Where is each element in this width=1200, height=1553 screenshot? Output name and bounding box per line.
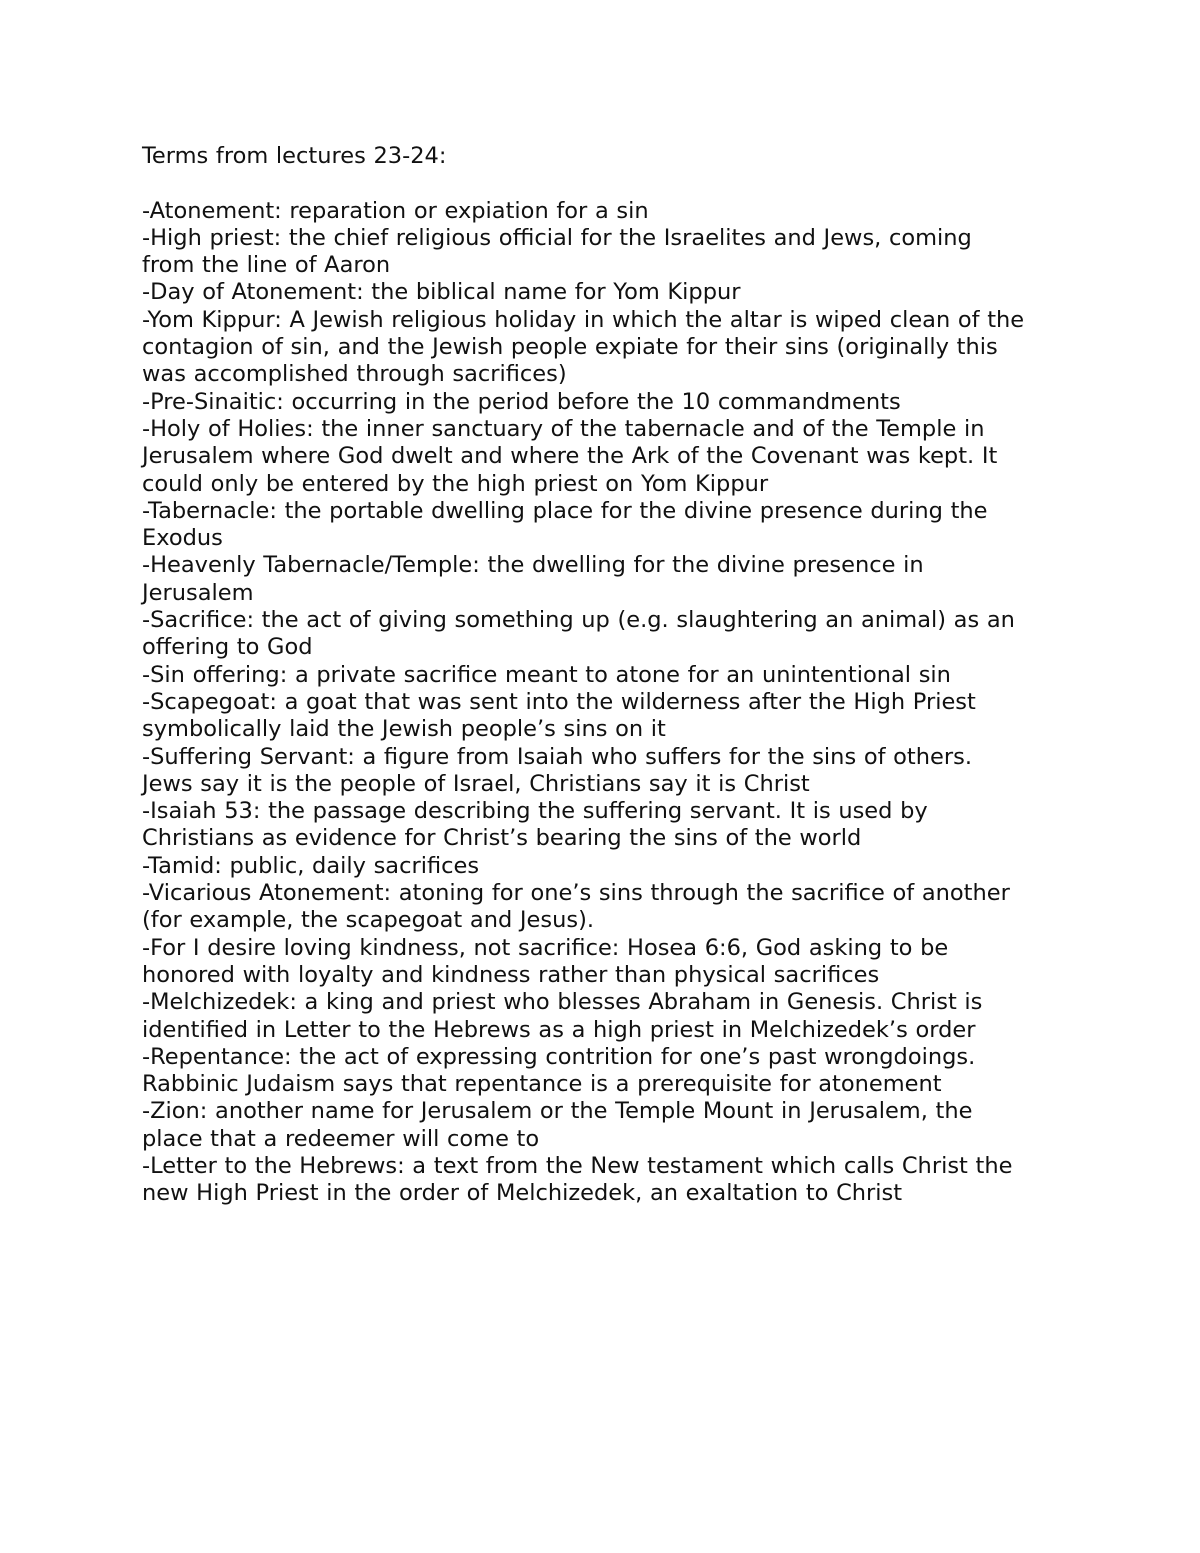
text-line: new High Priest in the order of Melchizedek, an exaltation to Christ xyxy=(142,1180,903,1207)
text-line: -Tabernacle: the portable dwelling place for the divine presence during the xyxy=(142,497,988,524)
text-line: -Zion: another name for Jerusalem or the Temple Mount in Jerusalem, the xyxy=(142,1098,973,1125)
text-line: (for example, the scapegoat and Jesus). xyxy=(142,907,595,934)
text-line: -For I desire loving kindness, not sacrifice: Hosea 6:6, God asking to be xyxy=(142,934,949,961)
text-line: from the line of Aaron xyxy=(142,252,391,279)
terms-list xyxy=(142,198,1082,1208)
text-line: was accomplished through sacrifices) xyxy=(142,361,567,388)
text-line: place that a redeemer will come to xyxy=(142,1125,540,1152)
text-line: -Suffering Servant: a figure from Isaiah who suffers for the sins of others. xyxy=(142,743,972,770)
text-line: -High priest: the chief religious official for the Israelites and Jews, coming xyxy=(142,224,972,251)
text-line: Jerusalem where God dwelt and where the Ark of the Covenant was kept. It xyxy=(142,443,998,470)
text-line: -Atonement: reparation or expiation for a sin xyxy=(142,197,649,224)
text-line: -Sacrifice: the act of giving something up (e.g. slaughtering an animal) as an xyxy=(142,607,1015,634)
text-line: Exodus xyxy=(142,525,223,552)
text-line: -Letter to the Hebrews: a text from the New testament which calls Christ the xyxy=(142,1152,1013,1179)
text-line: -Melchizedek: a king and priest who blesses Abraham in Genesis. Christ is xyxy=(142,989,983,1016)
text-line: -Day of Atonement: the biblical name for Yom Kippur xyxy=(142,279,741,306)
text-line: -Yom Kippur: A Jewish religious holiday in which the altar is wiped clean of the xyxy=(142,306,1025,333)
text-line: -Scapegoat: a goat that was sent into the wilderness after the High Priest xyxy=(142,688,976,715)
text-line: honored with loyalty and kindness rather than physical sacrifices xyxy=(142,961,880,988)
text-line: Rabbinic Judaism says that repentance is a prerequisite for atonement xyxy=(142,1071,942,1098)
document-title: Terms from lectures 23-24: xyxy=(142,143,447,169)
text-line: -Sin offering: a private sacrifice meant to atone for an unintentional sin xyxy=(142,661,951,688)
text-line: -Vicarious Atonement: atoning for one’s sins through the sacrifice of another xyxy=(142,880,1010,907)
text-line: -Repentance: the act of expressing contrition for one’s past wrongdoings. xyxy=(142,1043,976,1070)
text-line: symbolically laid the Jewish people’s sins on it xyxy=(142,716,666,743)
text-line: -Tamid: public, daily sacrifices xyxy=(142,852,480,879)
text-line: -Pre-Sinaitic: occurring in the period before the 10 commandments xyxy=(142,388,901,415)
text-line: Jerusalem xyxy=(142,579,254,606)
text-line: Christians as evidence for Christ’s bearing the sins of the world xyxy=(142,825,862,852)
text-line: Jews say it is the people of Israel, Christians say it is Christ xyxy=(142,770,810,797)
text-line: contagion of sin, and the Jewish people expiate for their sins (originally this xyxy=(142,334,998,361)
document-body xyxy=(142,143,1082,1208)
text-line: offering to God xyxy=(142,634,313,661)
text-line: identified in Letter to the Hebrews as a high priest in Melchizedek’s order xyxy=(142,1016,976,1043)
text-line: -Heavenly Tabernacle/Temple: the dwelling for the divine presence in xyxy=(142,552,924,579)
text-line: -Holy of Holies: the inner sanctuary of the tabernacle and of the Temple in xyxy=(142,415,985,442)
text-line: -Isaiah 53: the passage describing the suffering servant. It is used by xyxy=(142,798,928,825)
text-line: could only be entered by the high priest on Yom Kippur xyxy=(142,470,769,497)
